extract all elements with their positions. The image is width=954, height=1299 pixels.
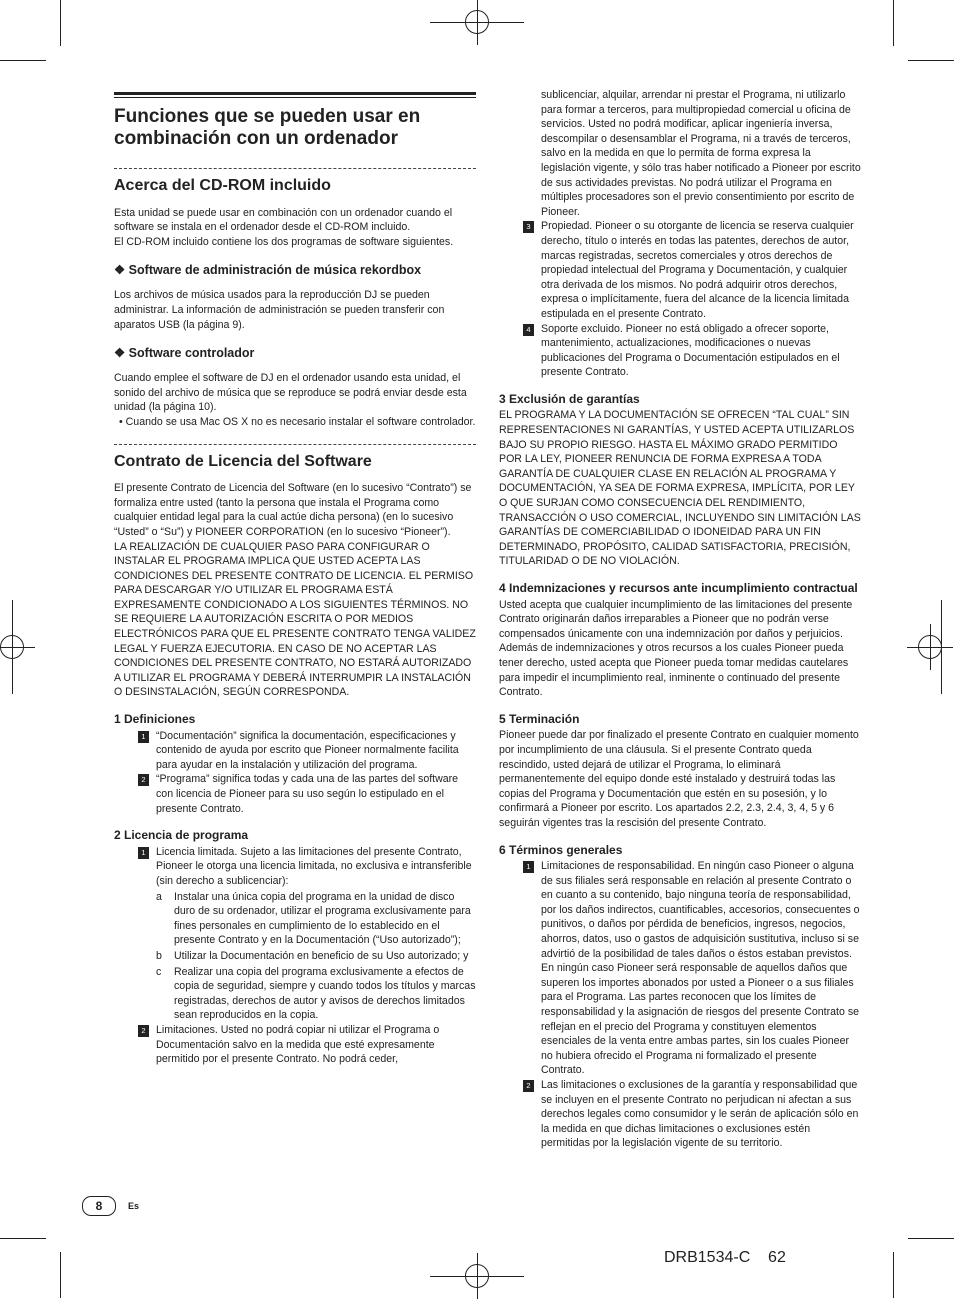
section-heading-license: Contrato de Licencia del Software <box>114 452 372 470</box>
crop-mark <box>0 60 46 61</box>
list-item: 1 Licencia limitada. Sujeto a las limitaciones del presente Contrato, Pioneer le otorga una licencia limitada, no exclusiva e intransferible (sin derecho a sublicenciar): <box>114 845 476 889</box>
crop-mark <box>0 1238 46 1239</box>
subheading-rekordbox: ❖ Software de administración de música rekordbox <box>114 263 422 278</box>
paragraph: El presente Contrato de Licencia del Software (en lo sucesivo “Contrato”) se formaliza entre usted (tanto la persona que instala el Programa como cualquier entidad legal para la cual actúe dicha persona) (en lo sucesivo “Usted” o “Su”) y PIONEER CORPORATION (en lo sucesivo “Pioneer”). <box>114 482 472 538</box>
left-column <box>114 88 476 1067</box>
list-item: 1 Limitaciones de responsabilidad. En ningún caso Pioneer o alguna de sus filiales será responsable en relación al presente Contrato o en cuanto a su contenido, bajo ninguna teoría de responsabilidad, por los daños indirectos, cuantificables, accesorios, consecuentes o punitivos, o daños por pérdida de beneficios, ingresos, negocios, ahorros, datos, uso o gastos de adquisición sustitutiva, incluso si se advirtió de la posibilidad de tales daños o éstos estaban previstos. En ningún caso Pioneer será responsable de aquellos daños que superen los importes abonados por usted a Pioneer o a sus filiales para el Programa. Las partes reconocen que los límites de responsabilidad y la asignación de riesgos del presente Contrato se reflejan en el precio del Programa y constituyen elementos esenciales de la venta entre ambas partes, sin los cuales Pioneer no hubiera ofrecido el Programa ni formalizado el presente Contrato. <box>499 859 861 1078</box>
clause-heading-warranty: 3 Exclusión de garantías <box>499 391 640 406</box>
paragraph-caps: LA REALIZACIÓN DE CUALQUIER PASO PARA CONFIGURAR O INSTALAR EL PROGRAMA IMPLICA QUE USTED ACEPTA LAS CONDICIONES DEL PRESENTE CONTRATO DE LICENCIA. EL PERMISO PARA DESCARGAR Y/O UTILIZAR EL PROGRAMA ESTÁ EXPRESAMENTE CONDICIONADO A LOS SIGUIENTES TÉRMINOS. NO SE REQUIERE LA AUTORIZACIÓN ESCRITA O POR MEDIOS ELECTRÓNICOS PARA QUE EL PRESENTE CONTRATO TENGA VALIDEZ LEGAL Y FUERZA EJECUTORIA. EN CASO DE NO ACEPTAR LAS CONDICIONES DEL PRESENTE CONTRATO, NO ESTARÁ AUTORIZADO A UTILIZAR EL PROGRAMA Y DEBERÁ INTERRUMPIR LA INSTALACIÓN O DESINSTALACIÓN, SEGÚN CORRESPONDA. <box>114 540 476 699</box>
sub-item: b Utilizar la Documentación en beneficio de su Uso autorizado; y <box>156 949 469 962</box>
sub-item: a Instalar una única copia del programa en la unidad de disco duro de su ordenador, utilizar el programa exclusivamente para fines personales en cumplimiento de lo establecido en el presente Contrato y en la Documentación (“Uso autorizado”); <box>156 890 471 947</box>
list-item: 4 Soporte excluido. Pioneer no está obligado a ofrecer soporte, mantenimiento, actualizaciones, modificaciones o nuevas publicaciones del Programa o Documentación estipulados en el presente Contrato. <box>499 322 861 380</box>
crop-mark <box>60 1252 61 1298</box>
clause-heading-termination: 5 Terminación <box>499 711 580 726</box>
number-marker: 4 <box>523 324 534 336</box>
list-item-continued: sublicenciar, alquilar, arrendar ni prestar el Programa, ni utilizarlo para formar a terceros, para multipropiedad comercial u oficina de servicios. Usted no podrá modificar, aplicar ingeniería inversa, descompilar o desensamblar el Programa, ni a través de terceros, salvo en la medida en que lo permita de forma expresa la legislación vigente, y sólo tras haber notificado a Pioneer por escrito de sus actividades previstas. No podrá utilizar el Programa en múltiples procesadores son el previo consentimiento por escrito de Pioneer. <box>541 89 861 218</box>
section-heading-cdrom: Acerca del CD-ROM incluido <box>114 177 331 194</box>
list-item: 2 Las limitaciones o exclusiones de la garantía y responsabilidad que se incluyen en el presente Contrato no perjudican ni afectan a sus derechos legales como consumidor y le serán de aplicación sólo en la medida en que dichas limitaciones o exclusiones estén permitidas por la legislación vigente de su territorio. <box>499 1078 861 1151</box>
bullet-item: • Cuando se usa Mac OS X no es necesario instalar el software controlador. <box>119 415 476 428</box>
number-marker: 3 <box>523 221 534 233</box>
crop-mark <box>893 0 894 46</box>
document-id: DRB1534-C 62 <box>664 1249 786 1266</box>
list-item: 1 “Documentación” significa la documentación, especificaciones y contenido de ayuda por escrito que Pioneer normalmente facilita para ayudar en la instalación y utilización del programa. <box>114 729 476 773</box>
paragraph-caps: EL PROGRAMA Y LA DOCUMENTACIÓN SE OFRECEN “TAL CUAL” SIN REPRESENTACIONES NI GARANTÍAS, Y USTED ACEPTA UTILIZARLOS BAJO SU PROPIO RIESGO. HASTA EL MÁXIMO GRADO PERMITIDO POR LA LEY, PIONEER RENUNCIA DE FORMA EXPRESA A TODA GARANTÍA DE CUALQUIER CLASE EN RELACIÓN AL PROGRAMA Y DOCUMENTACIÓN, YA SEA DE FORMA EXPRESA, IMPLÍCITA, POR LEY O QUE SURJAN COMO CONSECUENCIA DEL RENDIMIENTO, TRANSACCIÓN O USO COMERCIAL, INCLUYENDO SIN LIMITACIÓN LAS GARANTÍAS DE COMERCIABILIDAD O IDONEIDAD PARA UN FIN DETERMINADO, PROPÓSITO, CALIDAD SATISFACTORIA, PRECISIÓN, TITULARIDAD O DE NO VIOLACIÓN. <box>499 409 861 568</box>
paragraph: Pioneer puede dar por finalizado el presente Contrato en cualquier momento por incumplimiento de una cláusula. Si el presente Contrato queda rescindido, usted dejará de utilizar el Programa, lo eliminará permanentemente del equipo donde esté instalado y destruirá todas las copias del Programa y Documentación que estén en su posesión, y lo confirmará a Pioneer por escrito. Los apartados 2.2, 2.3, 2.4, 3, 4, 5 y 6 seguirán vigentes tras la rescisión del presente Contrato. <box>499 729 859 829</box>
list-item: 2 “Programa” significa todas y cada una de las partes del software con licencia de Pioneer para su uso según lo estipulado en el presente Contrato. <box>114 772 476 816</box>
title-rule <box>114 92 476 98</box>
language-code: Es <box>128 1201 140 1211</box>
registration-mark <box>465 10 489 34</box>
crop-mark <box>908 1238 954 1239</box>
number-marker: 1 <box>138 731 149 743</box>
list-item: 3 Propiedad. Pioneer o su otorgante de licencia se reserva cualquier derecho, título o interés en todas las patentes, derechos de autor, marcas registradas, secretos comerciales y otros derechos de propiedad intelectual del Programa y Documentación, y cualquier otra derivada de los mismos. No podrá adquirir otros derechos, expresa o implícitamente, fuera del alcance de la licencia limitada estipulada en el presente Contrato. <box>499 219 861 321</box>
clause-heading-license: 2 Licencia de programa <box>114 828 249 843</box>
crop-mark <box>908 60 954 61</box>
subheading-driver: ❖ Software controlador <box>114 346 255 361</box>
sub-item: c Realizar una copia del programa exclusivamente a efectos de copia de seguridad, siempre y cuando todos los títulos y marcas registradas, derechos de autor y avisos de derechos limitados sean reproducidos en la copia. <box>156 965 476 1022</box>
registration-mark <box>918 635 942 659</box>
paragraph: Usted acepta que cualquier incumplimiento de las limitaciones del presente Contrato originarán daños irreparables a Pioneer que no podrán verse compensados únicamente con una indemnización por daños y perjuicios. Además de indemnizaciones y otros recursos a los cuales Pioneer pueda tener derecho, usted acepta que Pioneer pueda tomar medidas cautelares para impedir el incumplimiento real, inminente o continuado del presente Contrato. <box>499 598 853 699</box>
page-title: Funciones que se pueden usar en combinación con un ordenador <box>114 106 421 149</box>
paragraph: Los archivos de música usados para la reproducción DJ se pueden administrar. La información de administración se pueden transferir con aparatos USB (la página 9). <box>114 289 445 331</box>
number-marker: 1 <box>138 847 149 859</box>
list-item: 2 Limitaciones. Usted no podrá copiar ni utilizar el Programa o Documentación salvo en la medida que esté expresamente permitido por el presente Contrato. No podrá ceder, <box>114 1023 476 1067</box>
paragraph: Cuando emplee el software de DJ en el ordenador usando esta unidad, el sonido del archivo de música que se reproduce se podrá enviar desde esta unidad (la página 10). <box>114 372 467 414</box>
number-marker: 2 <box>138 774 149 786</box>
section-divider <box>114 168 476 169</box>
number-marker: 2 <box>138 1025 149 1037</box>
number-marker: 1 <box>523 861 534 873</box>
registration-mark <box>0 635 24 659</box>
section-divider <box>114 444 476 445</box>
number-marker: 2 <box>523 1080 534 1092</box>
clause-heading-definitions: 1 Definiciones <box>114 712 196 727</box>
clause-heading-indemnity: 4 Indemnizaciones y recursos ante incumplimiento contractual <box>499 581 858 595</box>
paragraph: Esta unidad se puede usar en combinación con un ordenador cuando el software se instala en el ordenador desde el CD-ROM incluido. <box>114 206 453 234</box>
registration-mark <box>465 1264 489 1288</box>
right-column <box>499 88 861 1151</box>
page-number: 8 <box>82 1196 116 1216</box>
paragraph: El CD-ROM incluido contiene los dos programas de software siguientes. <box>114 235 454 248</box>
crop-mark <box>60 0 61 46</box>
crop-mark <box>893 1252 894 1298</box>
clause-heading-general: 6 Términos generales <box>499 842 623 857</box>
